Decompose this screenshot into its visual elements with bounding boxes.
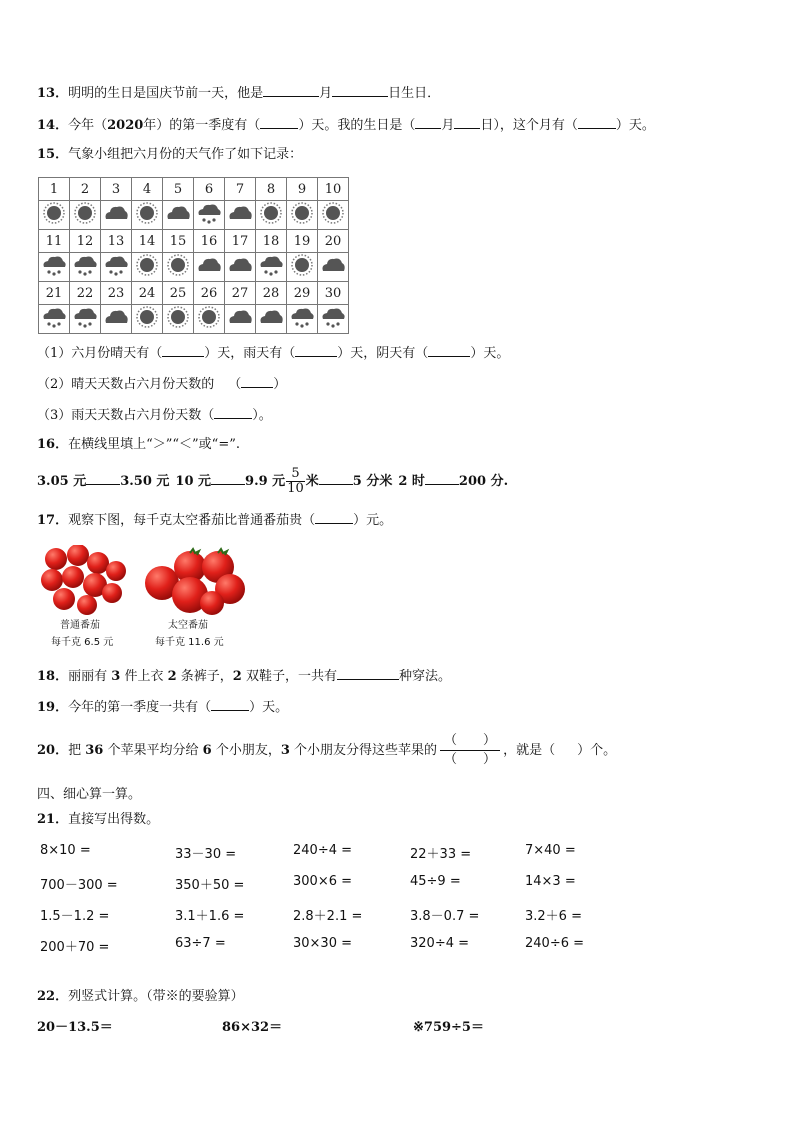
- cloud-icon: [227, 253, 253, 277]
- space-tomatoes: [145, 549, 245, 615]
- mental-math-item: 22＋33 =: [410, 847, 472, 862]
- weather-icon-cell: [132, 253, 163, 282]
- rain-icon: [196, 201, 222, 225]
- q14-month-days-blank[interactable]: [578, 116, 616, 129]
- weather-day-number: 14: [132, 230, 163, 253]
- weather-icon-cell: [194, 201, 225, 230]
- mental-math-item: 240÷4 =: [293, 843, 353, 858]
- q16-blank-1[interactable]: [86, 472, 120, 485]
- rain-icon: [103, 253, 129, 277]
- weather-icon-cell: [225, 253, 256, 282]
- question-15-3: （3）雨天天数占六月份天数（ ）。: [37, 408, 272, 423]
- q17-price-blank[interactable]: [315, 511, 353, 524]
- question-13: 13．明明的生日是国庆节前一天，他是 月 日生日．: [37, 86, 441, 101]
- weather-icon-cell: [39, 201, 70, 230]
- q14-day-blank[interactable]: [454, 116, 480, 129]
- q16-fraction: $\frac{5}{10}$: [287, 466, 304, 496]
- weather-icon-cell: [287, 305, 318, 334]
- question-14: 14．今年（2020年）的第一季度有（ ）天。我的生日是（ 月 日），这个月有（ ）天。: [37, 118, 655, 133]
- mental-math-item: 2.8＋2.1 =: [293, 909, 363, 924]
- question-21: 21．直接写出得数。: [37, 812, 160, 827]
- rain-icon: [41, 305, 67, 329]
- section-4-title: 四、细心算一算。: [37, 787, 142, 802]
- weather-day-number: 1: [39, 178, 70, 201]
- weather-icon-cell: [101, 201, 132, 230]
- space-tomato-price: 每千克 11.6 元: [155, 637, 224, 648]
- weather-icon-cell: [70, 305, 101, 334]
- weather-day-number: 23: [101, 282, 132, 305]
- q15-cloudy-blank[interactable]: [428, 344, 470, 357]
- weather-icon-cell: [318, 305, 349, 334]
- q22-item-2: 86×32＝: [222, 1020, 283, 1035]
- weather-day-number: 20: [318, 230, 349, 253]
- weather-icon-cell: [39, 305, 70, 334]
- weather-day-number: 29: [287, 282, 318, 305]
- q16-blank-3[interactable]: [319, 472, 353, 485]
- weather-icon-cell: [101, 305, 132, 334]
- weather-day-number: 15: [163, 230, 194, 253]
- regular-tomato-price: 每千克 6.5 元: [51, 637, 114, 648]
- rain-icon: [258, 253, 284, 277]
- q20-fraction-blank[interactable]: $\frac{( )}{( )}$: [440, 732, 500, 769]
- question-18: 18．丽丽有 3 件上衣 2 条裤子，2 双鞋子，一共有 种穿法。: [37, 669, 452, 684]
- weather-day-number: 18: [256, 230, 287, 253]
- weather-icon-row: [39, 201, 349, 230]
- question-17: 17．观察下图，每千克太空番茄比普通番茄贵（ ）元。: [37, 513, 393, 528]
- weather-icon-cell: [70, 253, 101, 282]
- weather-icon-cell: [225, 305, 256, 334]
- weather-icon-cell: [39, 253, 70, 282]
- cloud-icon: [227, 305, 253, 329]
- q16-blank-2[interactable]: [211, 472, 245, 485]
- mental-math-item: 1.5－1.2 =: [40, 909, 110, 924]
- rain-icon: [72, 253, 98, 277]
- mental-math-item: 3.8－0.7 =: [410, 909, 480, 924]
- mental-math-item: 7×40 =: [525, 843, 576, 858]
- mental-math-item: 30×30 =: [293, 936, 353, 951]
- weather-day-number: 24: [132, 282, 163, 305]
- sun-icon: [196, 305, 222, 329]
- q14-days-blank[interactable]: [260, 116, 298, 129]
- mental-math-item: 200＋70 =: [40, 940, 110, 955]
- weather-icon-cell: [132, 305, 163, 334]
- weather-icon-row: [39, 253, 349, 282]
- weather-day-number: 26: [194, 282, 225, 305]
- mental-math-item: 14×3 =: [525, 874, 576, 889]
- weather-day-number: 5: [163, 178, 194, 201]
- sun-icon: [289, 253, 315, 277]
- regular-tomatoes: [41, 545, 126, 615]
- cloud-icon: [258, 305, 284, 329]
- weather-icon-cell: [318, 253, 349, 282]
- mental-math-item: 33－30 =: [175, 847, 237, 862]
- sun-icon: [134, 253, 160, 277]
- rain-icon: [41, 253, 67, 277]
- weather-day-row: [39, 282, 349, 305]
- weather-day-number: 2: [70, 178, 101, 201]
- mental-math-item: 350＋50 =: [175, 878, 245, 893]
- sun-icon: [289, 201, 315, 225]
- weather-day-number: 22: [70, 282, 101, 305]
- mental-math-item: 240÷6 =: [525, 936, 585, 951]
- weather-day-number: 11: [39, 230, 70, 253]
- weather-icon-cell: [163, 305, 194, 334]
- cloud-icon: [165, 201, 191, 225]
- weather-day-row: [39, 178, 349, 201]
- cloud-icon: [103, 201, 129, 225]
- weather-day-number: 7: [225, 178, 256, 201]
- weather-icon-cell: [194, 305, 225, 334]
- weather-icon-cell: [163, 201, 194, 230]
- weather-day-number: 3: [101, 178, 132, 201]
- q22-item-3: ※759÷5＝: [413, 1020, 484, 1035]
- weather-day-number: 10: [318, 178, 349, 201]
- q13-month-blank[interactable]: [263, 84, 319, 97]
- weather-record-table: [38, 177, 349, 334]
- sun-icon: [41, 201, 67, 225]
- space-tomato-label: 太空番茄: [168, 620, 208, 631]
- weather-day-number: 9: [287, 178, 318, 201]
- weather-day-number: 25: [163, 282, 194, 305]
- weather-day-row: [39, 230, 349, 253]
- weather-day-number: 12: [70, 230, 101, 253]
- rain-icon: [72, 305, 98, 329]
- tomatoes-image: [40, 545, 250, 617]
- weather-icon-cell: [318, 201, 349, 230]
- mental-math-item: 320÷4 =: [410, 936, 470, 951]
- rain-icon: [320, 305, 346, 329]
- q18-blank[interactable]: [337, 667, 399, 680]
- q22-item-1: 20－13.5＝: [37, 1020, 113, 1035]
- sun-icon: [258, 201, 284, 225]
- question-15-2: （2）晴天天数占六月份天数的 （ ）: [37, 377, 287, 392]
- weather-icon-cell: [163, 253, 194, 282]
- sun-icon: [165, 305, 191, 329]
- sun-icon: [134, 201, 160, 225]
- weather-day-number: 21: [39, 282, 70, 305]
- weather-day-number: 30: [318, 282, 349, 305]
- question-20: 20．把 36 个苹果平均分给 6 个小朋友，3 个小朋友分得这些苹果的 $\frac{( )}{( )}$ ，就是（ ）个。: [37, 733, 617, 767]
- question-16-items: 3.05 元 3.50 元 10 元 9.9 元 $\frac{5}{10}$ 米 5 分米 2 时 200 分.: [37, 466, 509, 496]
- q15-rainy-fraction-blank[interactable]: [214, 406, 252, 419]
- weather-icon-cell: [194, 253, 225, 282]
- q15-sunny-fraction-blank[interactable]: [241, 375, 273, 388]
- weather-day-number: 16: [194, 230, 225, 253]
- cloud-icon: [103, 305, 129, 329]
- q13-number: 13．: [37, 86, 69, 101]
- weather-icon-cell: [287, 201, 318, 230]
- weather-day-number: 8: [256, 178, 287, 201]
- cloud-icon: [320, 253, 346, 277]
- weather-icon-cell: [101, 253, 132, 282]
- weather-day-number: 13: [101, 230, 132, 253]
- mental-math-item: 3.1＋1.6 =: [175, 909, 245, 924]
- question-15-1: （1）六月份晴天有（ ）天，雨天有（ ）天，阴天有（ ）天。: [37, 346, 510, 361]
- mental-math-item: 700－300 =: [40, 878, 118, 893]
- weather-day-number: 28: [256, 282, 287, 305]
- weather-icon-cell: [256, 253, 287, 282]
- q19-blank[interactable]: [211, 698, 249, 711]
- q13-day-blank[interactable]: [332, 84, 388, 97]
- sun-icon: [134, 305, 160, 329]
- q15-rainy-blank[interactable]: [295, 344, 337, 357]
- sun-icon: [165, 253, 191, 277]
- sun-icon: [72, 201, 98, 225]
- mental-math-item: 300×6 =: [293, 874, 353, 889]
- mental-math-item: 8×10 =: [40, 843, 91, 858]
- q15-sunny-blank[interactable]: [162, 344, 204, 357]
- rain-icon: [289, 305, 315, 329]
- weather-day-number: 17: [225, 230, 256, 253]
- question-16: 16．在横线里填上“＞”“＜”或“=”.: [37, 437, 240, 452]
- mental-math-item: 45÷9 =: [410, 874, 461, 889]
- question-15: 15．气象小组把六月份的天气作了如下记录：: [37, 147, 303, 162]
- weather-day-number: 4: [132, 178, 163, 201]
- question-19: 19．今年的第一季度一共有（ ）天。: [37, 700, 289, 715]
- weather-icon-cell: [132, 201, 163, 230]
- cloud-icon: [196, 253, 222, 277]
- sun-icon: [320, 201, 346, 225]
- mental-math-item: 63÷7 =: [175, 936, 226, 951]
- weather-day-number: 6: [194, 178, 225, 201]
- q16-blank-4[interactable]: [425, 472, 459, 485]
- weather-day-number: 27: [225, 282, 256, 305]
- q14-month-blank[interactable]: [415, 116, 441, 129]
- weather-icon-cell: [256, 305, 287, 334]
- weather-icon-cell: [256, 201, 287, 230]
- mental-math-item: 3.2＋6 =: [525, 909, 582, 924]
- question-22: 22．列竖式计算。（带※的要验算）: [37, 989, 244, 1004]
- weather-day-number: 19: [287, 230, 318, 253]
- regular-tomato-label: 普通番茄: [60, 620, 100, 631]
- weather-icon-cell: [225, 201, 256, 230]
- weather-icon-cell: [70, 201, 101, 230]
- cloud-icon: [227, 201, 253, 225]
- weather-icon-cell: [287, 253, 318, 282]
- weather-icon-row: [39, 305, 349, 334]
